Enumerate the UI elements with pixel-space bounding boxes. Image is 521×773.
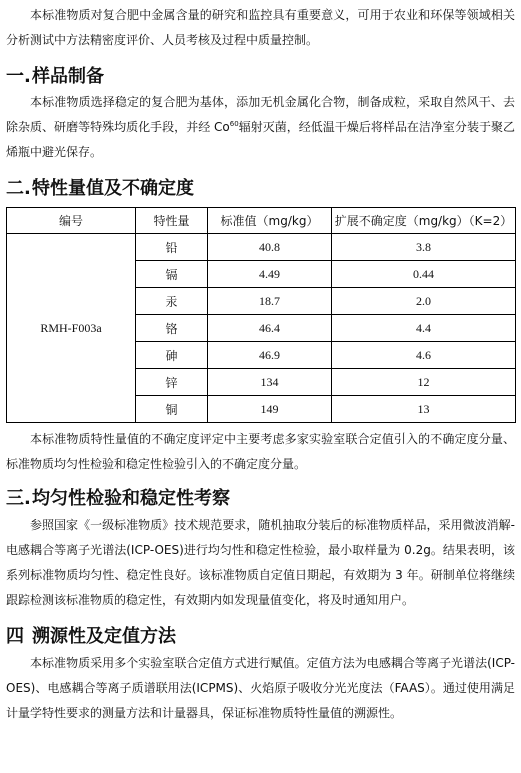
uncertainty-cell: 13 [332, 396, 516, 423]
element-cell: 铜 [136, 396, 208, 423]
uncertainty-cell: 12 [332, 369, 516, 396]
section-title: 溯源性及定值方法 [32, 626, 176, 647]
certified-values-table [6, 207, 516, 423]
value-cell: 4.49 [208, 261, 332, 288]
uncertainty-cell: 0.44 [332, 261, 516, 288]
section-heading-homogeneity [6, 489, 515, 509]
value-cell: 40.8 [208, 234, 332, 261]
section-title: 均匀性检验和稳定性考察 [32, 488, 230, 509]
intro-paragraph: 本标准物质对复合肥中金属含量的研究和监控具有重要意义，可用于农业和环保等领域相关分析测试中方法精密度评价、人员考核及过程中质量控制。 [6, 8, 515, 47]
table-row [7, 234, 516, 261]
element-cell: 镉 [136, 261, 208, 288]
element-cell: 铅 [136, 234, 208, 261]
element-cell: 汞 [136, 288, 208, 315]
material-id-cell: RMH-F003a [7, 234, 136, 423]
uncertainty-note-paragraph: 本标准物质特性量值的不确定度评定中主要考虑多家实验室联合定值引入的不确定度分量、标准物质均匀性检验和稳定性检验引入的不确定度分量。 [6, 432, 515, 471]
value-cell: 134 [208, 369, 332, 396]
element-cell: 锌 [136, 369, 208, 396]
header-property: 特性量 [136, 208, 208, 234]
isotope-superscript: 60 [229, 120, 239, 128]
value-cell: 18.7 [208, 288, 332, 315]
uncertainty-cell: 2.0 [332, 288, 516, 315]
element-cell: 铬 [136, 315, 208, 342]
section-heading-values [6, 179, 515, 199]
uncertainty-cell: 3.8 [332, 234, 516, 261]
section-number: 一. [6, 66, 31, 87]
section-number: 四 [6, 626, 24, 647]
section-title: 样品制备 [32, 66, 104, 87]
section-heading-sample-prep [6, 67, 515, 87]
section-heading-traceability [6, 627, 515, 647]
sample-prep-text-b: 辐射灭菌，经低温干燥后将样品在洁净室分装于聚乙烯瓶中避光保存。 [6, 120, 515, 159]
sample-prep-text-a: 本标准物质选择稳定的复合肥为基体，添加无机金属化合物，制备成粒，采取自然风干、去除杂质、研磨等特殊均质化手段，并经 Co [6, 95, 515, 134]
table-header-row [7, 208, 516, 234]
element-cell: 砷 [136, 342, 208, 369]
uncertainty-cell: 4.4 [332, 315, 516, 342]
value-cell: 46.9 [208, 342, 332, 369]
header-value: 标准值（mg/kg） [208, 208, 332, 234]
section-number: 三. [6, 488, 31, 509]
value-cell: 149 [208, 396, 332, 423]
traceability-paragraph: 本标准物质采用多个实验室联合定值方式进行赋值。定值方法为电感耦合等离子光谱法(ICP-OES)、电感耦合等离子质谱联用法(ICPMS)、火焰原子吸收分光光度法（FAAS）。通过使用满足计量学特性要求的测量方法和计量器具，保证标准物质特性量值的溯源性。 [6, 656, 515, 720]
header-uncertainty: 扩展不确定度（mg/kg）（K=2） [332, 208, 516, 234]
section-title: 特性量值及不确定度 [32, 178, 194, 199]
section-number: 二. [6, 178, 31, 199]
header-id: 编号 [7, 208, 136, 234]
sample-prep-paragraph [6, 90, 515, 165]
value-cell: 46.4 [208, 315, 332, 342]
uncertainty-cell: 4.6 [332, 342, 516, 369]
homogeneity-paragraph: 参照国家《一级标准物质》技术规范要求，随机抽取分装后的标准物质样品，采用微波消解-电感耦合等离子光谱法(ICP-OES)进行均匀性和稳定性检验，最小取样量为 0.2g。结果表明，该系列标准物质均匀性、稳定性良好。该标准物质自定值日期起，有效期为 3 年。研制单位将继续跟踪检测该标准物质的稳定性，有效期内如发现量值变化，将及时通知用户。 [6, 518, 515, 607]
